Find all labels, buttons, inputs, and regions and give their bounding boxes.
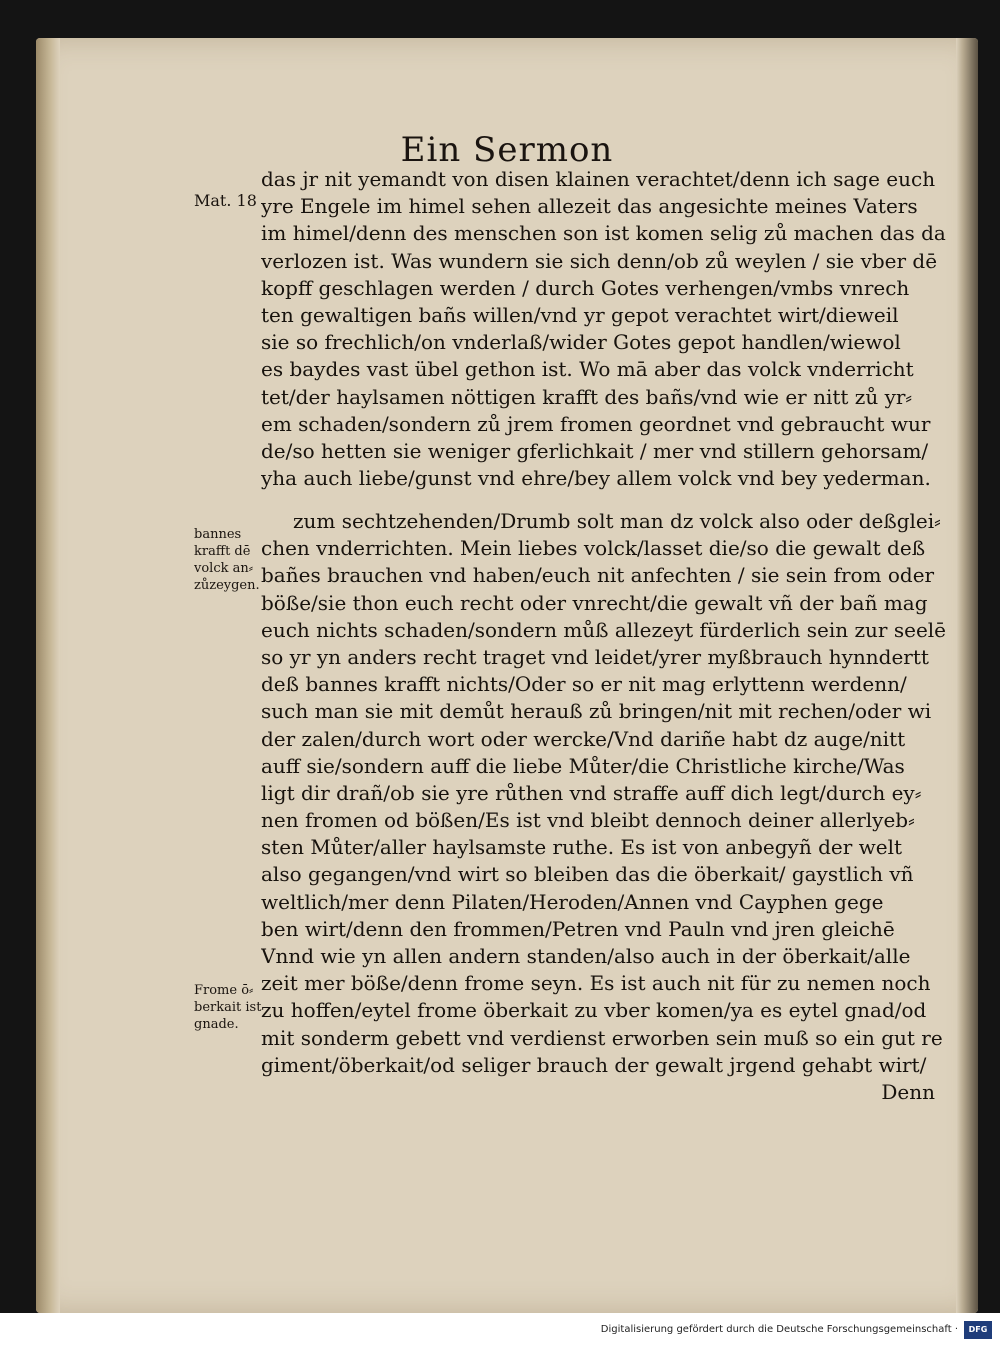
text-line: zeit mer böße/denn frome seyn. Es ist auch nit für zu nemen noch — [261, 971, 931, 996]
dfg-logo-icon: DFG — [964, 1321, 992, 1339]
text-line: bañes brauchen vnd haben/euch nit anfechten / sie sein from oder — [261, 563, 935, 588]
text-line: ben wirt/denn den frommen/Petren vnd Pauln vnd jren gleichē — [261, 916, 895, 941]
paragraph-2 — [261, 508, 971, 1106]
text-line: sten Můter/aller haylsamste ruthe. Es ist von anbegyñ der welt — [261, 835, 903, 860]
text-line: nen fromen od bößen/Es ist vnd bleibt dennoch deiner allerlyeb⸗ — [261, 808, 915, 833]
book-page — [36, 38, 978, 1313]
text-line: ten gewaltigen bañs willen/vnd yr gepot verachtet wirt/dieweil — [261, 302, 899, 327]
text-line: euch nichts schaden/sondern můß allezeyt fürderlich sein zur seelē — [261, 617, 947, 642]
margin-note-frome — [194, 982, 269, 1033]
text-line: em schaden/sondern zů jrem fromen geordnet vnd gebraucht wur — [261, 411, 931, 436]
text-line: zum sechtzehenden/Drumb solt man dz volck also oder deßglei⸗ — [293, 509, 941, 533]
text-line: im himel/denn des menschen son ist komen selig zů machen das da — [261, 221, 946, 246]
paragraph-1 — [261, 166, 971, 492]
text-line: so yr yn anders recht traget vnd leidet/yrer myßbrauch hynndertt — [261, 644, 929, 669]
text-line: es baydes vast übel gethon ist. Wo mā aber das volck vnderricht — [261, 357, 914, 382]
text-line: böße/sie thon euch recht oder vnrecht/die gewalt vñ der bañ mag — [261, 590, 928, 615]
text-line: auff sie/sondern auff die liebe Můter/die Christliche kirche/Was — [261, 753, 905, 778]
margin-note-mat — [194, 192, 269, 209]
footer-bar — [0, 1313, 1000, 1349]
text-line: zu hoffen/eytel frome öberkait zu vber komen/ya es eytel gnad/od — [261, 998, 927, 1023]
text-line: tet/der haylsamen nöttigen krafft des bañs/vnd wie er nitt zů yr⸗ — [261, 384, 913, 409]
text-line: ligt dir drañ/ob sie yre růthen vnd straffe auff dich legt/durch ey⸗ — [261, 780, 922, 805]
text-line: such man sie mit demůt herauß zů bringen/nit mit rechen/oder wi — [261, 699, 932, 724]
text-line: der zalen/durch wort oder wercke/Vnd dariñe habt dz auge/nitt — [261, 726, 906, 751]
margin-note-line: berkait ist — [194, 1000, 262, 1015]
text-line: das jr nit yemandt von disen klainen verachtet/denn ich sage euch — [261, 167, 936, 191]
margin-note-line: Mat. 18 — [194, 192, 257, 209]
margin-note-line: gnade. — [194, 1017, 239, 1032]
text-line: Vnnd wie yn allen andern standen/also auch in der öberkait/alle — [261, 944, 911, 968]
text-line: chen vnderrichten. Mein liebes volck/lasset die/so die gewalt deß — [261, 536, 926, 561]
text-line: de/so hetten sie weniger gferlichkait / mer vnd stillern gehorsam/ — [261, 438, 929, 463]
text-line: weltlich/mer denn Pilaten/Heroden/Annen vnd Cayphen gege — [261, 889, 884, 914]
margin-note-line: volck an⸗ — [194, 561, 254, 576]
page-fore-edge — [36, 38, 60, 1313]
margin-note-line: krafft dē — [194, 544, 251, 559]
margin-note-line: Frome ō⸗ — [194, 983, 254, 998]
margin-note-bannes — [194, 526, 269, 594]
text-line: yre Engele im himel sehen allezeit das angesichte meines Vaters — [261, 194, 918, 219]
margin-note-line: bannes — [194, 527, 242, 542]
running-head: Ein Sermon — [400, 130, 614, 170]
margin-note-line: zůzeygen. — [194, 578, 260, 593]
text-line: kopff geschlagen werden / durch Gotes verhengen/vmbs vnrech — [261, 275, 910, 300]
text-line: yha auch liebe/gunst vnd ehre/bey allem volck vnd bey yederman. — [261, 466, 931, 491]
text-line: deß bannes krafft nichts/Oder so er nit mag erlyttenn werdenn/ — [261, 672, 907, 697]
text-line: mit sonderm gebett vnd verdienst erworben sein muß so ein gut re — [261, 1025, 943, 1050]
catchword: Denn — [881, 1079, 935, 1104]
text-line: also gegangen/vnd wirt so bleiben das die öberkait/ gaystlich vñ — [261, 862, 914, 887]
text-line: giment/öberkait/od seliger brauch der gewalt jrgend gehabt wirt/ — [261, 1052, 927, 1077]
text-line: sie so frechlich/on vnderlaß/wider Gotes gepot handlen/wiewol — [261, 330, 901, 355]
text-line: verlozen ist. Was wundern sie sich denn/ob zů weylen / sie vber dē — [261, 248, 938, 273]
funding-credit: Digitalisierung gefördert durch die Deutsche Forschungsgemeinschaft · — [600, 1324, 958, 1335]
